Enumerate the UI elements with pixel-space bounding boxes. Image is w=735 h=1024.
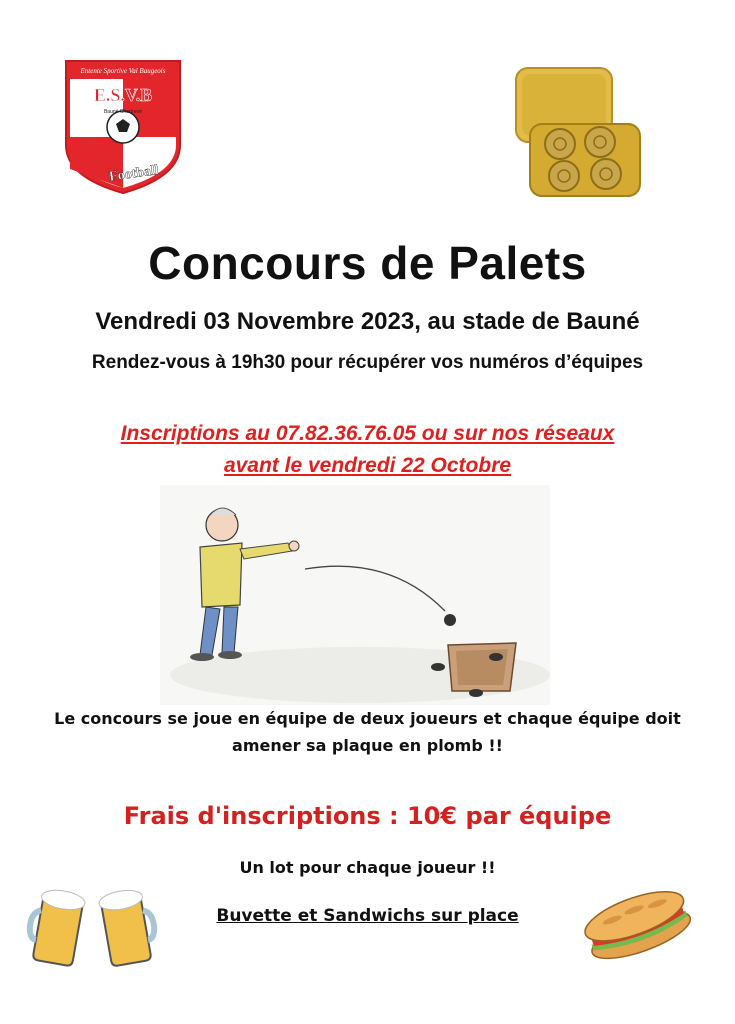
- inscriptions-phone-link[interactable]: Inscriptions au 07.82.36.76.05 ou sur nos réseaux: [120, 422, 615, 445]
- inscriptions-line-2: [0, 454, 735, 478]
- prize-line: Un lot pour chaque joueur !!: [239, 858, 496, 877]
- meeting-time-line: Rendez-vous à 19h30 pour récupérer vos numéros d’équipes: [91, 352, 644, 373]
- palet-player-illustration: [160, 485, 550, 705]
- rules-line-1: Le concours se joue en équipe de deux joueurs et chaque équipe doit: [54, 709, 681, 728]
- refreshments-line: Buvette et Sandwichs sur place: [216, 906, 519, 926]
- palet-box-image: [508, 62, 648, 202]
- svg-text:Football: Football: [108, 163, 160, 185]
- registration-fee: Frais d'inscriptions : 10€ par équipe: [123, 802, 612, 830]
- club-logo: [62, 57, 184, 197]
- inscriptions-deadline-text: avant le vendredi 22 Octobre: [223, 454, 512, 477]
- inscriptions-line-1: [0, 422, 735, 446]
- beer-mugs-icon: [26, 880, 160, 970]
- svg-text:E.S.V.B: E.S.V.B: [93, 85, 153, 105]
- page-title: Concours de Palets: [148, 237, 587, 289]
- event-date-line: Vendredi 03 Novembre 2023, au stade de Bauné: [95, 308, 640, 335]
- svg-text:Entente Sportive Val Baugeois: Entente Sportive Val Baugeois: [80, 67, 166, 75]
- rules-line-2: amener sa plaque en plomb !!: [232, 736, 503, 755]
- sandwich-icon: [576, 876, 696, 966]
- svg-text:Bauné Chartrené: Bauné Chartrené: [103, 109, 143, 115]
